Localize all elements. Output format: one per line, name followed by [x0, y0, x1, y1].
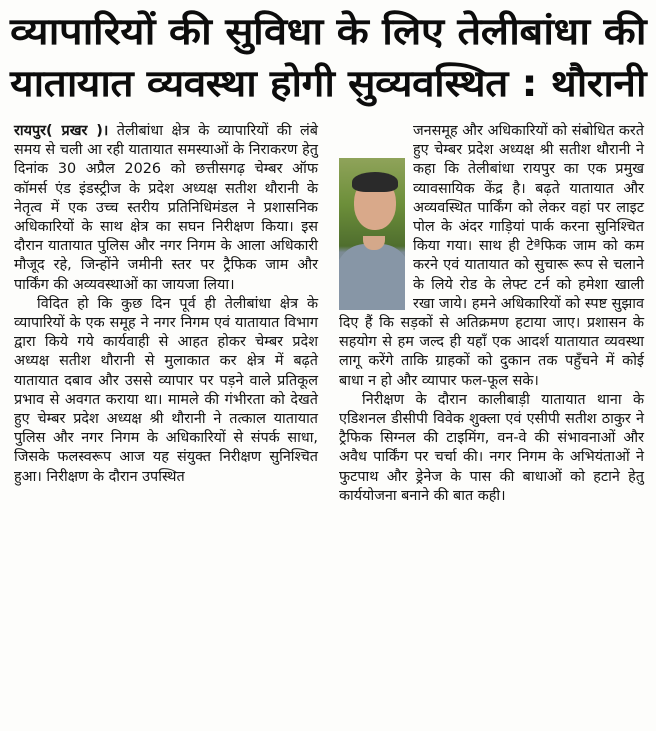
photo-hair	[352, 172, 398, 192]
article-paragraph-1	[14, 122, 318, 295]
article-paragraph-1-text: तेलीबांधा क्षेत्र के व्यापारियों की लंबे समय से चली आ रही यातायात समस्याओं के निराकरण हेतु दिनांक 30 अप्रैल 2026 को छत्तीसगढ़ चेम्बर ऑफ कॉमर्स एंड इंडस्ट्रीज के प्रदेश अध्यक्ष सतीश थौरानी के नेतृत्व में एक उच्च स्तरीय प्रतिनिधिमंडल ने प्रशासनिक अधिकारियों के साथ क्षेत्र का सघन निरीक्षण किया। इस दौरान यातायात पुलिस और नगर निगम के आला अधिकारी मौजूद रहे, जिन्होंने जमीनी स्तर पर ट्रैफिक जाम और पार्किंग की अव्यवस्थाओं का जायजा लिया।	[14, 123, 319, 293]
article-paragraph-4: निरीक्षण के दौरान कालीबाड़ी यातायात थाना के एडिशनल डीसीपी विवेक शुक्ला एवं एसीपी सतीश ठाकुर ने ट्रैफिक सिग्नल की टाइमिंग, वन-वे की संभावनाओं और अवैध पार्किंग पर चर्चा की। नगर निगम के अभियंताओं ने फुटपाथ और ड्रेनेज के पास की बाधाओं को हटाने हेतु कार्ययोजना बनाने की बात कही।	[339, 391, 644, 504]
dateline: रायपुर( प्रखर )।	[14, 123, 109, 139]
photo-suit	[339, 244, 405, 310]
headline	[10, 6, 646, 110]
headline-line-1: व्यापारियों की सुविधा के लिए तेलीबांधा की	[10, 10, 646, 53]
headline-line-2: यातायात व्यवस्था होगी सुव्यवस्थित : थौरानी	[10, 62, 646, 105]
article-paragraph-3: जनसमूह और अधिकारियों को संबोधित करते हुए चेम्बर प्रदेश अध्यक्ष श्री सतीश थौरानी ने कहा कि तेलीबांधा रायपुर का एक प्रमुख व्यावसायिक केंद्र है। बढ़ते यातायात और अव्यवस्थित पार्किंग को लेकर वहां पर लाइट पोल के अंदर गाड़ियां पार्क करना सुनिश्चित किया गया। साथ ही टेªफिक जाम को कम करने एवं यातायात को सुचारू रूप से चलाने के लिये रोड के लेफ्ट टर्न को हमेशा खाली रखा जाये। हमने अधिकारियों को स्पष्ट सुझाव दिए हैं कि सड़कों से अतिक्रमण हटाया जाए। प्रशासन के सहयोग से हम जल्द ही यहाँ एक आदर्श यातायात व्यवस्था लागू करेंगे ताकि ग्राहकों को दुकान तक पहुँचने में कोई बाधा न हो और व्यापार फल-फूल सके।	[339, 123, 644, 389]
article-column-right	[339, 122, 644, 506]
article-column-left	[14, 122, 318, 487]
article-paragraph-2: विदित हो कि कुछ दिन पूर्व ही तेलीबांधा क्षेत्र के व्यापारियों के एक समूह ने नगर निगम एवं यातायात विभाग द्वारा किये गये कार्यवाही से आहत होकर चेम्बर प्रदेश अध्यक्ष सतीश थौरानी से मुलाकात कर क्षेत्र में बढ़ते यातायात दबाव और उससे व्यापार पर पड़ने वाले प्रतिकूल प्रभाव से अवगत कराया था। मामले की गंभीरता को देखते हुए चेम्बर प्रदेश अध्यक्ष श्री थौरानी ने तत्काल यातायात पुलिस और नगर निगम के अधिकारियों से संपर्क साधा, जिसके फलस्वरूप आज यह संयुक्त निरीक्षण सुनिश्चित हुआ। निरीक्षण के दौरान उपस्थित	[14, 295, 318, 485]
portrait-photo	[339, 158, 405, 310]
